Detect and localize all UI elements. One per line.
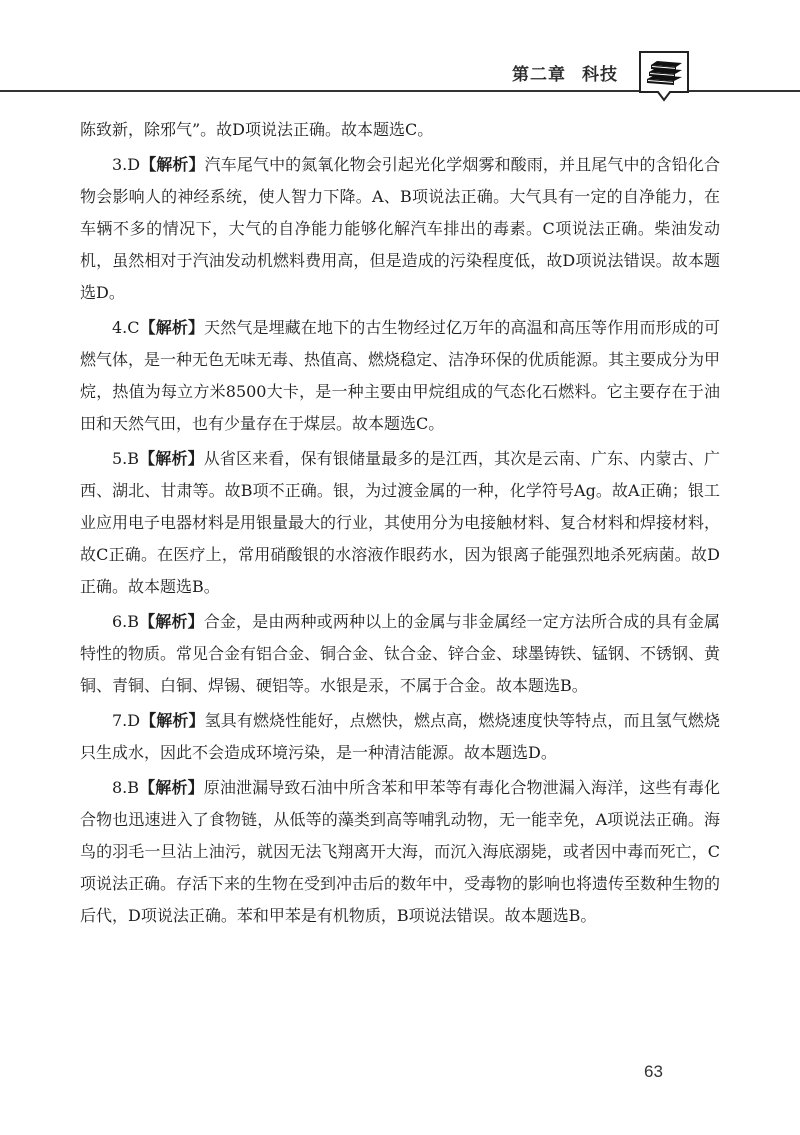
- answer-number: 3.D: [112, 155, 141, 174]
- header-rule-right: [674, 90, 800, 92]
- answer-text: 氢具有燃烧性能好，点燃快，燃点高，燃烧速度快等特点，而且氢气燃烧只生成水，因此不会造成环境污染，是一种清洁能源。故本题选D。: [80, 711, 720, 762]
- answer-text: 陈致新，除邪气”。故D项说法正确。故本题选C。: [80, 120, 434, 139]
- chapter-label: 第二章: [512, 65, 566, 85]
- answer-item-q8: [80, 772, 720, 932]
- answer-number: 7.D: [112, 711, 141, 730]
- answer-number: 8.B: [112, 778, 140, 797]
- answer-number: 6.B: [112, 612, 140, 631]
- page-number: 63: [644, 1062, 663, 1081]
- subject-label: 科技: [582, 65, 618, 85]
- analysis-tag: 【解析】: [140, 155, 205, 174]
- answer-explanations: [80, 114, 720, 935]
- answer-item-q4: [80, 312, 720, 440]
- continued-text: [80, 114, 720, 146]
- answer-number: 5.B: [112, 449, 140, 468]
- analysis-tag: 【解析】: [140, 711, 205, 730]
- answer-item-q6: [80, 606, 720, 702]
- answer-text: 从省区来看，保有银储量最多的是江西，其次是云南、广东、内蒙古、广西、湖北、甘肃等。故B项不正确。银，为过渡金属的一种，化学符号Ag。故A正确；银工业应用电子电器材料是用银量最大的行业，其使用分为电接触材料、复合材料和焊接材料，故C正确。在医疗上，常用硝酸银的水溶液作眼药水，因为银离子能强烈地杀死病菌。故D正确。故本题选B。: [80, 449, 721, 596]
- analysis-tag: 【解析】: [139, 318, 205, 337]
- book-icon: [636, 48, 692, 104]
- answer-item-q3: [80, 149, 720, 309]
- answer-text: 合金，是由两种或两种以上的金属与非金属经一定方法所合成的具有金属特性的物质。常见合金有铝合金、铜合金、钛合金、锌合金、球墨铸铁、锰钢、不锈钢、黄铜、青铜、白铜、焊锡、硬铝等。水银是汞，不属于合金。故本题选B。: [80, 612, 721, 695]
- answer-number: 4.C: [112, 318, 140, 337]
- analysis-tag: 【解析】: [139, 449, 204, 468]
- answer-text: 汽车尾气中的氮氧化物会引起光化学烟雾和酸雨，并且尾气中的含铅化合物会影响人的神经系统，使人智力下降。A、B项说法正确。大气具有一定的自净能力，在车辆不多的情况下，大气的自净能力能够化解汽车排出的毒素。C项说法正确。柴油发动机，虽然相对于汽油发动机燃料费用高，但是造成的污染程度低，故D项说法错误。故本题选D。: [80, 155, 720, 302]
- running-header: [512, 60, 618, 85]
- analysis-tag: 【解析】: [139, 612, 204, 631]
- header-rule: [0, 90, 648, 92]
- answer-text: 天然气是埋藏在地下的古生物经过亿万年的高温和高压等作用而形成的可燃气体，是一种无色无味无毒、热值高、燃烧稳定、洁净环保的优质能源。其主要成分为甲烷，热值为每立方米8500大卡，是一种主要由甲烷组成的气态化石燃料。它主要存在于油田和天然气田，也有少量存在于煤层。故本题选C。: [80, 318, 721, 433]
- answer-text: 原油泄漏导致石油中所含苯和甲苯等有毒化合物泄漏入海洋，这些有毒化合物也迅速进入了食物链，从低等的藻类到高等哺乳动物，无一能幸免，A项说法正确。海鸟的羽毛一旦沾上油污，就因无法飞翔离开大海，而沉入海底溺毙，或者因中毒而死亡，C项说法正确。存活下来的生物在受到冲击后的数年中，受毒物的影响也将遗传至数种生物的后代，D项说法正确。苯和甲苯是有机物质，B项说法错误。故本题选B。: [80, 778, 721, 925]
- answer-item-q5: [80, 443, 720, 603]
- analysis-tag: 【解析】: [139, 778, 204, 797]
- answer-item-q7: [80, 705, 720, 769]
